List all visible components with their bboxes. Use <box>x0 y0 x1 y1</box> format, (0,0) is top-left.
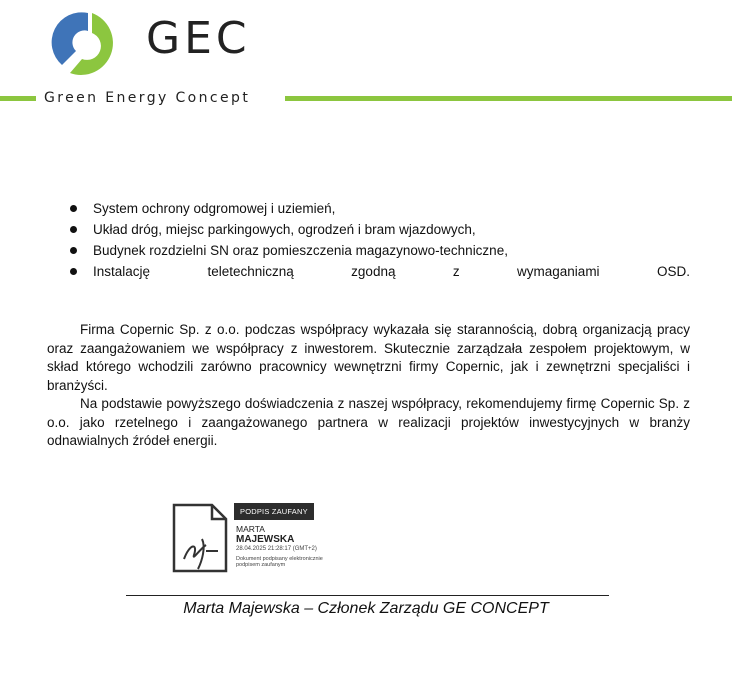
header-rule-right <box>285 96 732 101</box>
paragraph: Firma Copernic Sp. z o.o. podczas współpracy wykazała się starannością, dobrą organizacją pracy oraz zaangażowaniem we współpracy z inwestorem. Skutecznie zarządzała zespołem projektowym, w skład którego wchodzili zarówno pracownicy wewnętrzni firmy Copernic, jak i zewnętrzni specjaliści i branżyści. <box>47 322 690 393</box>
list-word: zgodną <box>351 264 396 279</box>
signer-last-name: MAJEWSKA <box>236 534 295 545</box>
list-word: Instalację <box>93 264 151 279</box>
signature-badge: PODPIS ZAUFANY <box>234 503 314 520</box>
list-item: System ochrony odgromowej i uziemień, <box>70 198 690 219</box>
list-item: Budynek rozdzielni SN oraz pomieszczenia magazynowo-techniczne, <box>70 240 690 261</box>
list-word: z <box>452 264 460 279</box>
signatory: Marta Majewska – Członek Zarządu GE CONCEPT <box>183 600 549 617</box>
header-rule-left <box>0 96 36 101</box>
signed-document-icon <box>172 503 228 573</box>
list-word: OSD. <box>656 264 690 279</box>
list-item: Układ dróg, miejsc parkingowych, ogrodzeń i bram wjazdowych, <box>70 219 690 240</box>
brand-tagline: Green Energy Concept <box>44 90 251 106</box>
list-word: wymaganiami <box>517 264 600 279</box>
signature-line <box>126 595 609 596</box>
list-word: teletechniczną <box>207 264 294 279</box>
paragraph: Na podstawie powyższego doświadczenia z naszej współpracy, rekomendujemy firmę Copernic Sp. z o.o. jako rzetelnego i zaangażowanego partnera w realizacji projektów inwestycyjnych w branży odnawialnych źródeł energii. <box>47 396 690 448</box>
trusted-signature-stamp <box>172 503 352 575</box>
signer-first-name: MARTA <box>236 524 265 534</box>
signature-note: Dokument podpisany elektronicznie podpisem zaufanym <box>236 556 323 568</box>
brand-name: GEC <box>146 13 251 64</box>
letter-body <box>47 321 690 451</box>
scope-list <box>70 198 690 282</box>
gec-logo-icon <box>46 7 130 79</box>
signature-date: 28.04.2025 21:28:17 (GMT+2) <box>236 546 317 552</box>
list-item <box>70 261 690 282</box>
